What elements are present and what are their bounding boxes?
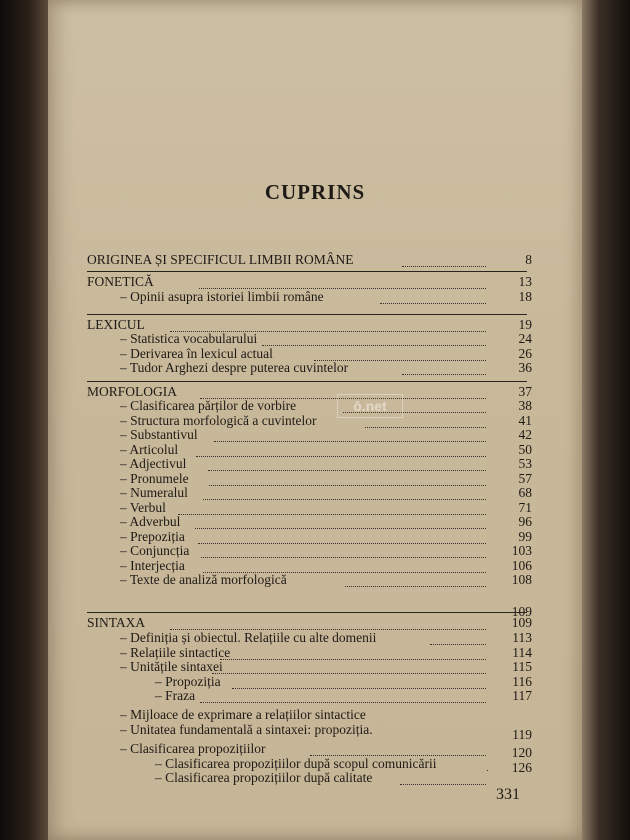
toc-entry-title: – Fraza (155, 688, 196, 703)
toc-title: CUPRINS (264, 180, 366, 204)
toc-entry-title: – Verbul (120, 500, 166, 515)
toc-entry-page: 37 (518, 384, 532, 399)
toc-entry-page: 26 (518, 346, 532, 361)
dot-leader (170, 619, 486, 630)
toc-entry-title: – Definiția și obiectul. Relațiile cu alte domenii (120, 630, 377, 645)
toc-entry-title: – Tudor Arghezi despre puterea cuvintelor (120, 360, 349, 375)
dot-leader (208, 460, 486, 471)
toc-entry-page: 120 (511, 745, 532, 760)
toc-entry-title: – Articolul (120, 442, 179, 457)
toc-entry-title: – Numeralul (120, 485, 188, 500)
toc-entry (0, 274, 630, 290)
toc-entry-title: – Substantivul (120, 427, 198, 442)
watermark-logo: ō.net (337, 394, 403, 418)
toc-entry (0, 514, 630, 530)
toc-entry-page: 103 (511, 543, 532, 558)
toc-entry-title: – Unitatea fundamentală a sintaxei: propoziția. (120, 722, 373, 737)
toc-entry-title: LEXICUL (87, 317, 145, 332)
section-rule (87, 314, 527, 315)
dot-leader (343, 402, 486, 413)
toc-entry (0, 543, 630, 559)
toc-entry-title: SINTAXA (87, 615, 146, 630)
toc-entry-page: 96 (518, 514, 532, 529)
toc-entry-title: – Opinii asupra istoriei limbii române (120, 289, 324, 304)
toc-entry-title: – Clasificarea propozițiilor (120, 741, 266, 756)
dot-leader (214, 431, 486, 442)
toc-entry (0, 360, 630, 376)
section-rule (87, 381, 527, 382)
toc-entry-title: – Clasificarea propozițiilor după scopul comunicării (155, 756, 437, 771)
toc-entry-page: 24 (518, 331, 532, 346)
toc-entry-title: – Adjectivul (120, 456, 187, 471)
toc-entry-page: 36 (518, 360, 532, 375)
toc-entry-page: 41 (518, 413, 532, 428)
toc-entry-page: 71 (518, 500, 532, 515)
toc-entry-title: – Adverbul (120, 514, 181, 529)
toc-entry-page: 106 (511, 558, 532, 573)
dot-leader (200, 692, 486, 703)
toc-entry-title: – Prepoziția (120, 529, 185, 544)
section-rule (87, 271, 527, 272)
toc-entry-title: – Pronumele (120, 471, 189, 486)
toc-entry (0, 770, 630, 786)
toc-entry-title: – Clasificarea propozițiilor după calitate (155, 770, 373, 785)
dot-leader (203, 489, 486, 500)
toc-entry-title: – Mijloace de exprimare a relațiilor sintactice (120, 707, 366, 722)
toc-entry-page: 115 (512, 659, 532, 674)
toc-entry-title: – Relațiile sintactice (120, 645, 231, 660)
toc-entry-title: – Propoziția (155, 674, 221, 689)
toc-entry-page: 8 (525, 252, 532, 267)
toc-entry (0, 659, 630, 675)
dot-leader (400, 774, 486, 785)
toc-entry-page: 126 (511, 760, 532, 775)
dot-leader (201, 547, 486, 558)
toc-entry (0, 398, 630, 414)
toc-entry-title: – Conjuncția (120, 543, 190, 558)
toc-entry-page: 108 (511, 572, 532, 587)
toc-entry (0, 289, 630, 305)
toc-entry (0, 597, 630, 619)
toc-entry-title: – Structura morfologică a cuvintelor (120, 413, 317, 428)
toc-entry (0, 615, 630, 631)
toc-entry-page: 13 (518, 274, 532, 289)
toc-entry (0, 456, 630, 472)
toc-entry-page: 114 (512, 645, 532, 660)
dot-leader (199, 278, 486, 289)
toc-entry-page: 99 (518, 529, 532, 544)
toc-entry (0, 741, 630, 760)
toc-entry-title: – Derivarea în lexicul actual (120, 346, 273, 361)
toc-entry (0, 688, 630, 704)
dot-leader (195, 518, 486, 529)
toc-entry-title: MORFOLOGIA (87, 384, 178, 399)
dot-leader (345, 576, 486, 587)
toc-entry-page: 116 (512, 674, 532, 689)
toc-entry-page: 18 (518, 289, 532, 304)
toc-entry-page: 117 (512, 688, 532, 703)
dot-leader (262, 335, 486, 346)
toc-entry (0, 252, 630, 268)
toc-entry (0, 630, 630, 646)
toc-entry (0, 707, 630, 723)
toc-entry (0, 485, 630, 501)
page-number: 331 (496, 786, 520, 803)
toc-entry-title: – Clasificarea părților de vorbire (120, 398, 297, 413)
toc-entry-page: 50 (518, 442, 532, 457)
dot-leader (212, 663, 486, 674)
toc-entry (0, 572, 630, 588)
toc-entry-page: 19 (518, 317, 532, 332)
toc-entry-page: 38 (518, 398, 532, 413)
toc-entry (0, 331, 630, 347)
toc-entry (0, 722, 630, 742)
toc-entry-page: 113 (512, 630, 532, 645)
toc-entry-title: ORIGINEA ȘI SPECIFICUL LIMBII ROMÂNE (87, 252, 354, 267)
toc-entry-title: – Statistica vocabularului (120, 331, 258, 346)
toc-entry-page: 42 (518, 427, 532, 442)
toc-entry-title: FONETICĂ (87, 274, 154, 289)
toc-entry-page: 109 (511, 615, 532, 630)
toc-entry-page: 57 (518, 471, 532, 486)
toc-entry-title: – Interjecția (120, 558, 185, 573)
toc-entry-page: 119 (512, 727, 532, 742)
toc-entry-page: 109 (511, 604, 532, 619)
dot-leader (310, 745, 486, 756)
toc-entry (0, 427, 630, 443)
toc-entry-title: – Unitățile sintaxei (120, 659, 223, 674)
toc-entry-title: – Texte de analiză morfologică (120, 572, 287, 587)
toc-entry-page: 68 (518, 485, 532, 500)
section-rule (87, 612, 527, 613)
toc-entry-page: 53 (518, 456, 532, 471)
